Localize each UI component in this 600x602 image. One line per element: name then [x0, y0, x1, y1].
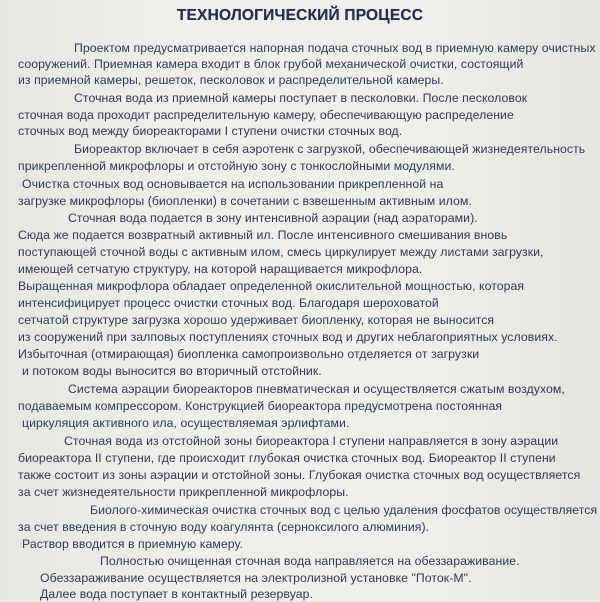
text-line: за счет жизнедеятельности прикрепленной микрофлоры.	[18, 485, 349, 499]
text-line: сточная вода проходит распределительную камеру, обеспечивающую распределение	[18, 108, 514, 122]
text-line: за счет введения в сточную воду коагулянта (серноксилого алюминия).	[18, 520, 430, 534]
text-line: сточных вод между биореакторами I ступени очистки сточных вод.	[18, 124, 403, 138]
text-line: Проектом предусматривается напорная подача сточных вод в приемную камеру очистных	[74, 41, 596, 55]
text-line: и потоком воды выносится во вторичный отстойник.	[22, 364, 322, 378]
text-line: Сточная вода из приемной камеры поступает в песколовки. После песколовок	[74, 91, 528, 105]
text-line: из сооружений при залповых поступлениях сточных вод и других неблагоприятных условиях.	[18, 330, 558, 344]
text-line: Далее вода поступает в контактный резервуар.	[40, 587, 314, 601]
text-line: Обеззараживание осуществляется на электролизной установке "Поток-М".	[40, 571, 472, 585]
text-line: также состоит из зоны аэрации и отстойной зоны. Глубокая очистка сточных вод осуществляется	[18, 468, 581, 482]
text-line: подаваемым компрессором. Конструкцией биореактора предусмотрена постоянная	[18, 399, 503, 413]
text-line: из приемной камеры, решеток, песколовок и распределительной камеры.	[18, 73, 444, 87]
text-line: Выращенная микрофлора обладает определенной окислительной мощностью, которая	[18, 279, 525, 293]
text-line: Сточная вода подается в зону интенсивной аэрации (над аэраторами).	[68, 211, 478, 225]
text-line: Избыточная (отмирающая) биопленка самопроизвольно отделяется от загрузки	[18, 347, 480, 361]
text-line: Биолого-химическая очистка сточных вод с целью удаления фосфатов осуществляется	[90, 503, 598, 517]
text-line: прикрепленной микрофлоры и отстойную зону с тонкослойными модулями.	[18, 159, 455, 173]
text-line: Раствор вводится в приемную камеру.	[22, 537, 243, 551]
text-line: Очистка сточных вод основывается на использовании прикрепленной на	[22, 177, 444, 191]
text-line: биореактора II ступени, где происходит глубокая очистка сточных вод. Биореактор II ступени	[18, 451, 556, 465]
text-line: загрузке микрофлоры (биопленки) в сочетании с взвешенным активным илом.	[18, 194, 472, 208]
text-line: сооружений. Приемная камера входит в блок грубой механической очистки, состоящий	[18, 57, 524, 71]
text-line: Полностью очищенная сточная вода направляется на обеззараживание.	[100, 554, 520, 568]
text-line: Система аэрации биореакторов пневматическая и осуществляется сжатым воздухом,	[68, 382, 565, 396]
text-line: имеющей сетчатую структуру, на которой наращивается микрофлора.	[18, 262, 423, 276]
text-line: циркуляция активного ила, осуществляемая эрлифтами.	[22, 416, 350, 430]
text-line: интенсифицирует процесс очистки сточных вод. Благодаря шероховатой	[18, 296, 439, 310]
text-line: Сточная вода из отстойной зоны биореактора I ступени направляется в зону аэрации	[64, 434, 559, 448]
text-line: сетчатой структуре загрузка хорошо удерживает биопленку, которая не выносится	[18, 313, 495, 327]
text-line: Сюда же подается возвратный активный ил. После интенсивного смешивания вновь	[18, 228, 508, 242]
document-title: ТЕХНОЛОГИЧЕСКИЙ ПРОЦЕСС	[176, 7, 424, 24]
text-line: Биореактор включает в себя аэротенк с загрузкой, обеспечивающей жизнедеятельность	[74, 142, 586, 156]
text-line: поступающей сточной воды с активным илом, смесь циркулирует между листами загрузки,	[18, 245, 544, 259]
